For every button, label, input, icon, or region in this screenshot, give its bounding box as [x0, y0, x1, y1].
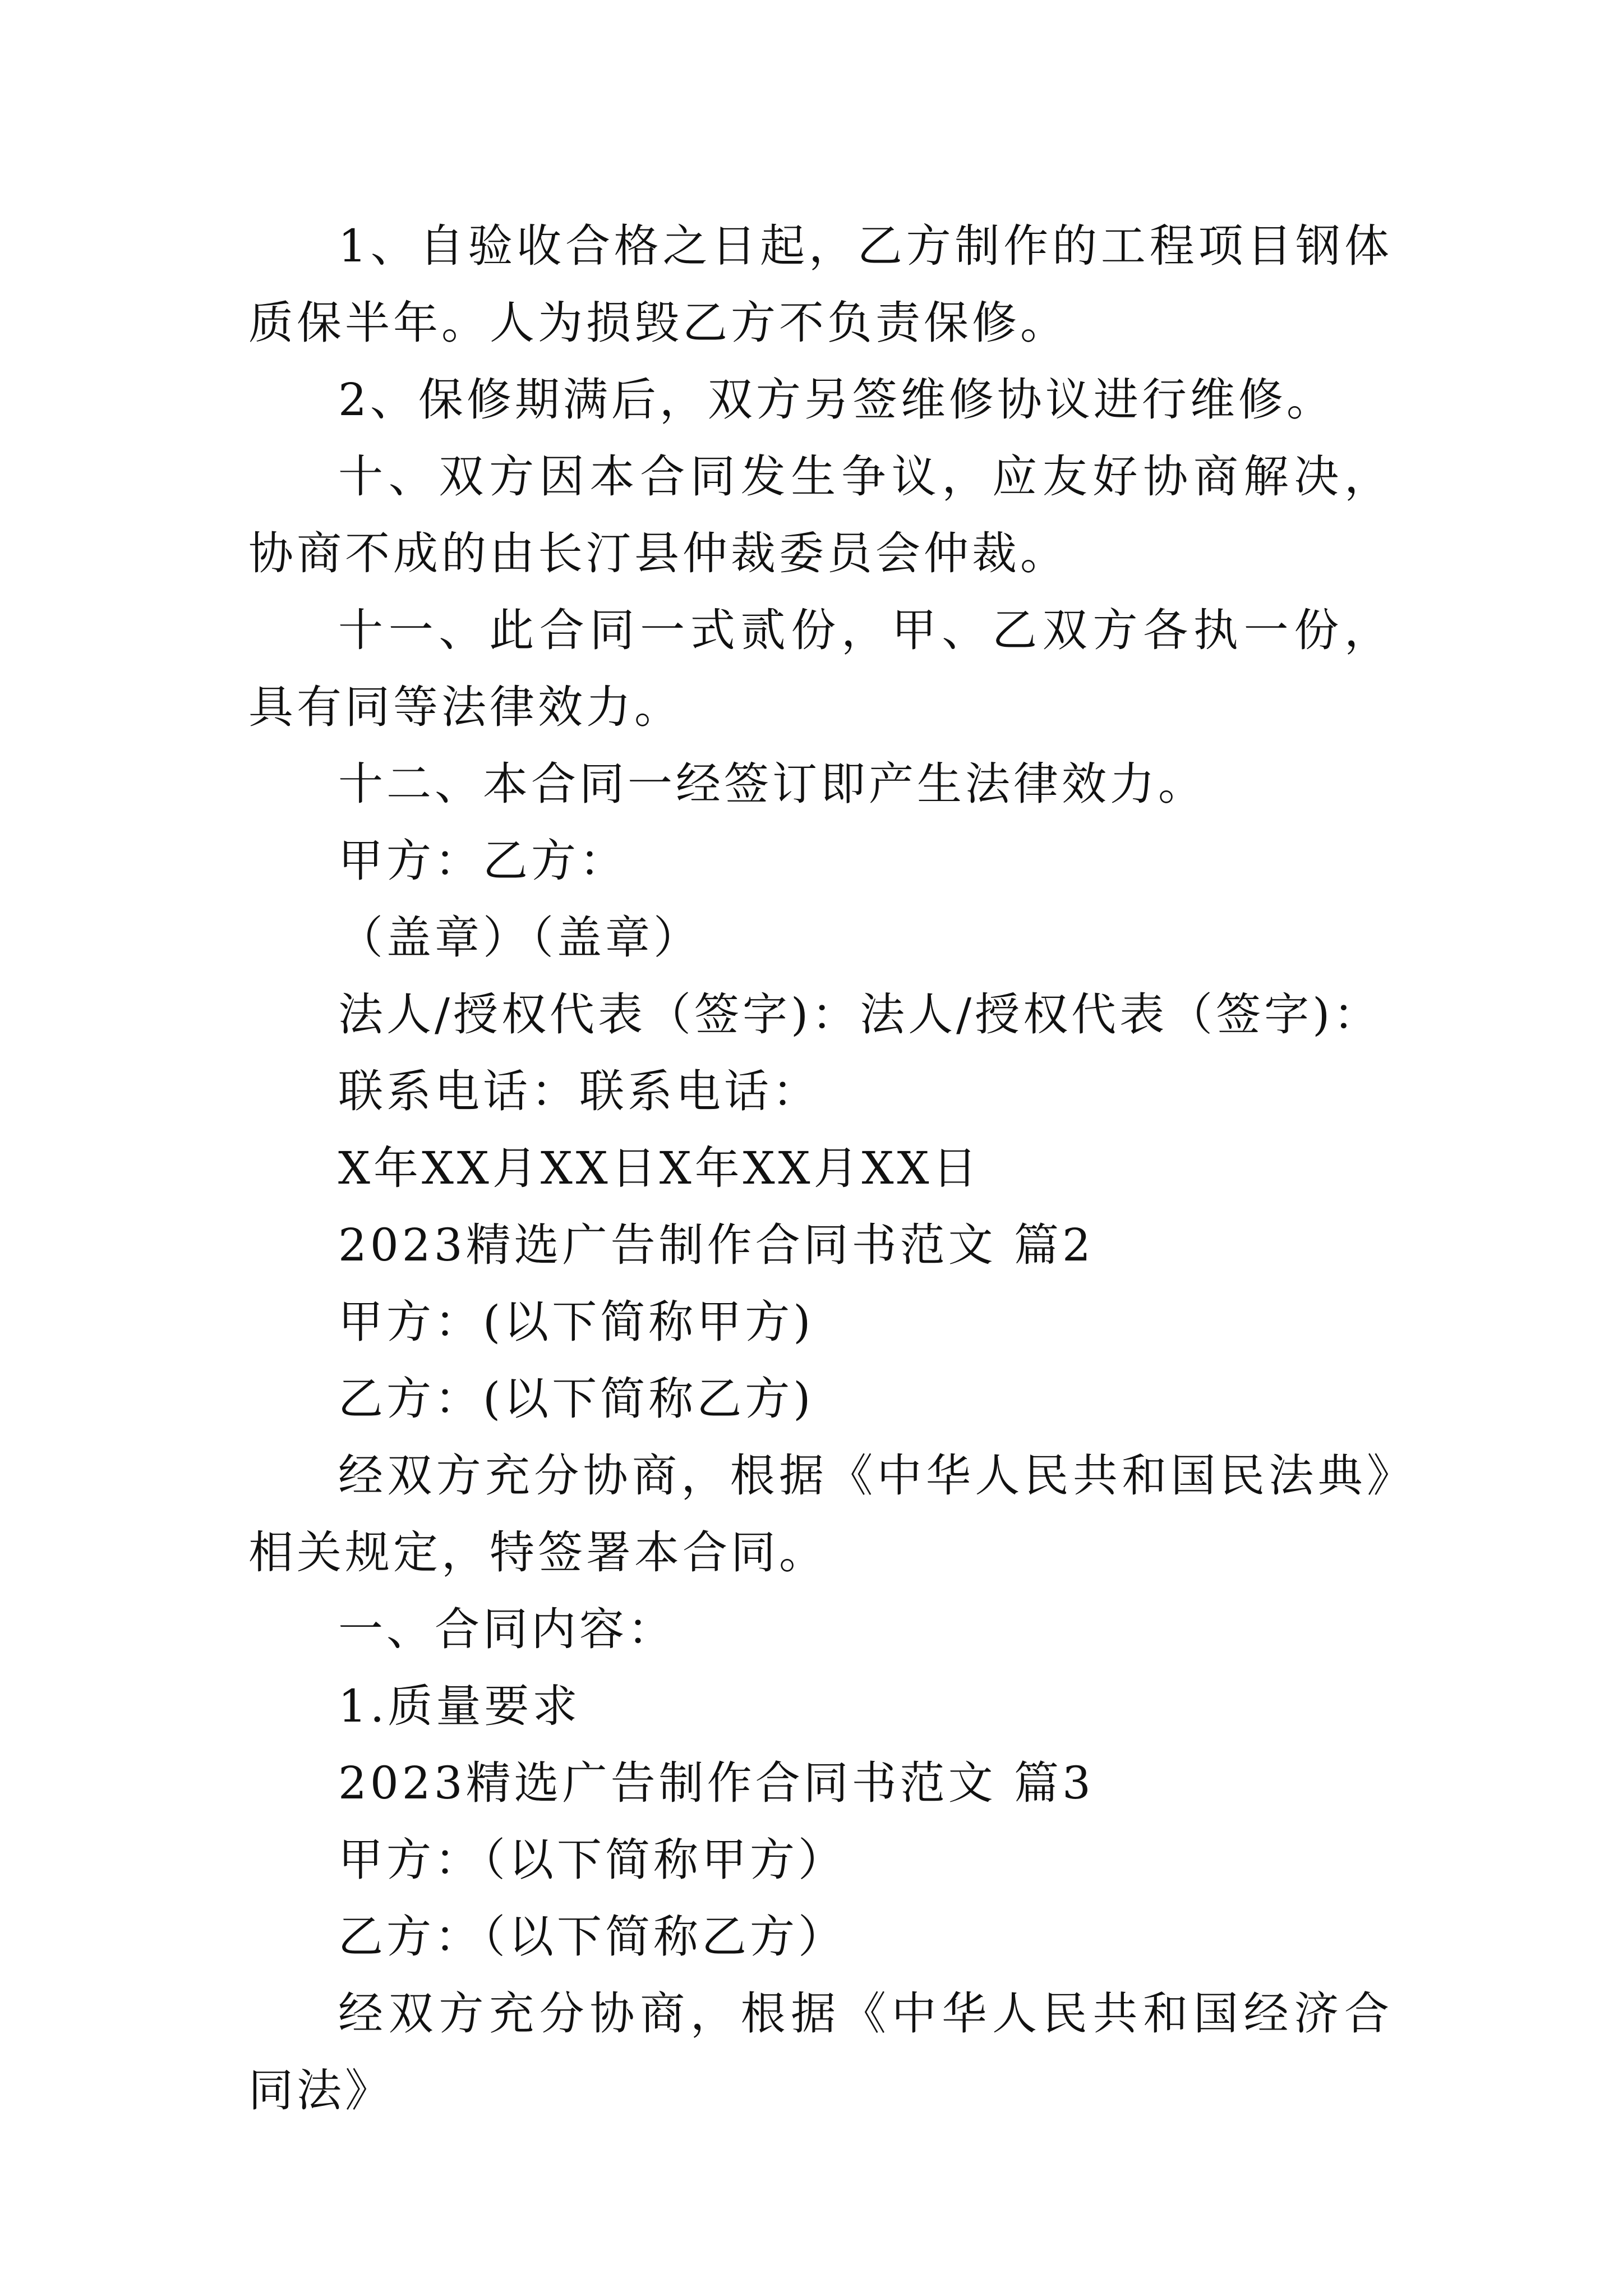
party-a-line: 甲方：(以下简称甲方): [338, 1296, 814, 1348]
paragraph-maintenance-agreement: 2、保修期满后，双方另签维修协议进行维修。: [338, 374, 1335, 426]
signature-date: X年XX月XX日X年XX月XX日: [338, 1142, 981, 1194]
paragraph-basis-part3: 经双方充分协商，根据《中华人民共和国经济合同法》: [248, 1987, 1393, 2116]
signature-seal: （盖章）（盖章）: [338, 912, 702, 964]
paragraph-basis: 经双方充分协商，根据《中华人民共和国民法典》相关规定，特签署本合同。: [248, 1450, 1393, 1579]
section-heading-part3: 2023精选广告制作合同书范文 篇3: [338, 1757, 1094, 1809]
party-b-line-part3: 乙方：（以下简称乙方）: [338, 1911, 846, 1963]
document-body: [248, 208, 1393, 2129]
quality-requirement-item: 1.质量要求: [338, 1680, 581, 1732]
signature-parties: 甲方：乙方：: [338, 835, 628, 887]
party-b-line: 乙方：(以下简称乙方): [338, 1373, 814, 1425]
signature-phone: 联系电话：联系电话：: [338, 1065, 820, 1117]
paragraph-copies: 十一、此合同一式贰份，甲、乙双方各执一份，具有同等法律效力。: [248, 604, 1393, 733]
section-heading-part2: 2023精选广告制作合同书范文 篇2: [338, 1219, 1094, 1271]
paragraph-effectiveness: 十二、本合同一经签订即产生法律效力。: [338, 758, 1206, 810]
contract-content-heading: 一、合同内容：: [338, 1603, 676, 1655]
party-a-line-part3: 甲方：（以下简称甲方）: [338, 1834, 846, 1886]
signature-representatives: 法人/授权代表（签字)：法人/授权代表（签字)：: [338, 988, 1382, 1041]
paragraph-warranty-period: 1、自验收合格之日起，乙方制作的工程项目钢体质保半年。人为损毁乙方不负责保修。: [248, 220, 1393, 349]
paragraph-dispute-resolution: 十、双方因本合同发生争议，应友好协商解决，协商不成的由长汀县仲裁委员会仲裁。: [248, 450, 1393, 579]
